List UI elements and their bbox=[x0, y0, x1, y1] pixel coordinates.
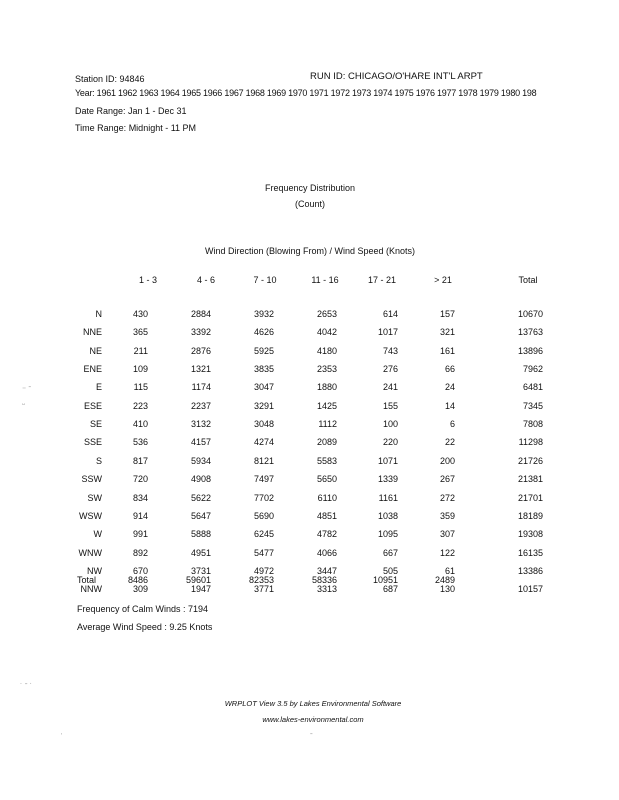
table-cell: 1425 bbox=[316, 400, 337, 411]
table-cell: 321 bbox=[439, 327, 455, 338]
scan-speck: ᵕ bbox=[22, 400, 26, 409]
table-cell: 4951 bbox=[190, 547, 211, 558]
scan-speck: ⁻ ˉ bbox=[22, 385, 32, 394]
table-cell: 122 bbox=[439, 547, 455, 558]
table-cell: 667 bbox=[382, 547, 398, 558]
table-cell: 1339 bbox=[377, 474, 398, 485]
table-cell: 3447 bbox=[316, 565, 337, 576]
table-cell: 7497 bbox=[253, 474, 274, 485]
report-title: Frequency Distribution bbox=[264, 183, 356, 193]
direction-label: ENE bbox=[83, 364, 102, 375]
table-cell: 3291 bbox=[253, 400, 274, 411]
table-cell: 7962 bbox=[522, 364, 543, 375]
run-id: RUN ID: CHICAGO/O'HARE INT'L ARPT bbox=[310, 71, 483, 82]
scan-speck: ˈ bbox=[60, 732, 63, 741]
table-cell: 11298 bbox=[518, 437, 543, 448]
table-cell: 1947 bbox=[190, 584, 211, 595]
table-cell: 3313 bbox=[316, 584, 337, 595]
table-cell: 892 bbox=[132, 547, 148, 558]
total-cell: 82353 bbox=[248, 575, 274, 585]
table-cell: 2876 bbox=[190, 345, 211, 356]
time-range: Time Range: Midnight - 11 PM bbox=[75, 123, 197, 133]
direction-label: WNW bbox=[78, 547, 102, 558]
table-cell: 66 bbox=[444, 364, 455, 375]
table-cell: 3132 bbox=[190, 419, 211, 430]
table-cell: 223 bbox=[132, 400, 148, 411]
table-cell: 130 bbox=[439, 584, 455, 595]
table-cell: 13763 bbox=[517, 327, 543, 338]
total-cell: 2489 bbox=[434, 575, 455, 585]
column-header: 7 - 10 bbox=[253, 275, 277, 285]
total-cell: 58336 bbox=[311, 575, 337, 585]
table-cell: 2353 bbox=[316, 364, 337, 375]
scan-speck: ˍ bbox=[310, 726, 313, 735]
table-cell: 157 bbox=[439, 309, 455, 319]
table-cell: 3047 bbox=[253, 382, 274, 393]
table-cell: 5925 bbox=[253, 345, 274, 356]
column-header: 1 - 3 bbox=[138, 275, 158, 285]
table-cell: 4157 bbox=[190, 437, 211, 448]
table-cell: 13386 bbox=[517, 565, 543, 576]
table-cell: 743 bbox=[382, 345, 398, 356]
table-cell: 505 bbox=[382, 565, 398, 576]
table-cell: 4782 bbox=[316, 529, 337, 540]
table-cell: 365 bbox=[132, 327, 148, 338]
table-cell: 2089 bbox=[316, 437, 337, 448]
table-cell: 18189 bbox=[517, 510, 543, 521]
table-cell: 115 bbox=[133, 382, 148, 393]
direction-label: W bbox=[93, 529, 102, 540]
table-cell: 241 bbox=[382, 382, 398, 393]
direction-label: WSW bbox=[79, 510, 102, 521]
table-cell: 3731 bbox=[190, 565, 211, 576]
table-cell: 670 bbox=[132, 565, 148, 576]
table-cell: 22 bbox=[444, 437, 455, 448]
table-cell: 4972 bbox=[253, 565, 274, 576]
table-cell: 1038 bbox=[377, 510, 398, 521]
year-list: Year: 1961 1962 1963 1964 1965 1966 1967 1968 1969 1970 1971 1972 1973 1974 1975 1976 1977 1978 1979 1980 198 bbox=[75, 88, 537, 98]
table-subtitle: Wind Direction (Blowing From) / Wind Speed (Knots) bbox=[204, 246, 416, 256]
table-cell: 309 bbox=[132, 584, 148, 595]
table-cell: 4908 bbox=[190, 474, 211, 485]
table-cell: 307 bbox=[439, 529, 455, 540]
table-cell: 7345 bbox=[522, 400, 543, 411]
table-cell: 1017 bbox=[377, 327, 398, 338]
table-cell: 4066 bbox=[316, 547, 337, 558]
table-cell: 720 bbox=[132, 474, 148, 485]
table-cell: 687 bbox=[382, 584, 398, 595]
table-cell: 267 bbox=[439, 474, 455, 485]
table-cell: 6 bbox=[449, 419, 455, 430]
table-cell: 3392 bbox=[190, 327, 211, 338]
table-cell: 359 bbox=[439, 510, 455, 521]
table-cell: 1071 bbox=[377, 455, 398, 466]
table-cell: 991 bbox=[132, 529, 148, 540]
table-cell: 5888 bbox=[190, 529, 211, 540]
table-cell: 220 bbox=[382, 437, 398, 448]
table-cell: 2653 bbox=[316, 309, 337, 319]
table-cell: 24 bbox=[444, 382, 455, 393]
table-cell: 5690 bbox=[253, 510, 274, 521]
total-cell: 8486 bbox=[127, 575, 148, 585]
column-header: 17 - 21 bbox=[367, 275, 397, 285]
direction-label: NNW bbox=[80, 584, 102, 595]
table-cell: 109 bbox=[132, 364, 148, 375]
column-header: Total bbox=[518, 275, 538, 285]
table-cell: 5647 bbox=[190, 510, 211, 521]
table-cell: 834 bbox=[132, 492, 148, 503]
direction-label: E bbox=[95, 382, 102, 393]
direction-label: SSE bbox=[83, 437, 102, 448]
column-header: 11 - 16 bbox=[311, 275, 339, 285]
table-cell: 276 bbox=[382, 364, 398, 375]
total-cell: 10951 bbox=[372, 575, 398, 585]
table-cell: 4042 bbox=[316, 327, 337, 338]
table-cell: 5934 bbox=[190, 455, 211, 466]
table-cell: 5583 bbox=[316, 455, 337, 466]
table-cell: 6110 bbox=[317, 492, 337, 503]
table-cell: 1880 bbox=[316, 382, 337, 393]
table-cell: 1321 bbox=[190, 364, 211, 375]
table-cell: 10157 bbox=[517, 584, 543, 595]
direction-label: SE bbox=[89, 419, 102, 430]
total-label: Total bbox=[77, 575, 97, 585]
table-cell: 1095 bbox=[377, 529, 398, 540]
station-id: Station ID: 94846 bbox=[75, 74, 145, 84]
table-cell: 817 bbox=[132, 455, 148, 466]
table-cell: 4274 bbox=[253, 437, 274, 448]
software-credit: WRPLOT View 3.5 by Lakes Environmental Software bbox=[224, 699, 402, 708]
calm-winds: Frequency of Calm Winds : 7194 bbox=[77, 604, 209, 614]
table-cell: 21701 bbox=[517, 492, 543, 503]
table-cell: 200 bbox=[439, 455, 455, 466]
table-cell: 272 bbox=[439, 492, 455, 503]
table-cell: 4626 bbox=[253, 327, 274, 338]
table-cell: 5622 bbox=[190, 492, 211, 503]
table-cell: 4180 bbox=[316, 345, 337, 356]
table-cell: 6481 bbox=[522, 382, 543, 393]
table-cell: 13896 bbox=[517, 345, 543, 356]
table-cell: 8121 bbox=[253, 455, 274, 466]
table-cell: 2884 bbox=[190, 309, 211, 319]
table-cell: 6245 bbox=[253, 529, 274, 540]
table-cell: 3771 bbox=[253, 584, 274, 595]
table-cell: 3932 bbox=[253, 309, 274, 319]
table-cell: 5650 bbox=[316, 474, 337, 485]
total-cell: 59601 bbox=[185, 575, 211, 585]
table-cell: 3048 bbox=[253, 419, 274, 430]
table-cell: 2237 bbox=[190, 400, 211, 411]
table-cell: 4851 bbox=[316, 510, 337, 521]
direction-label: NW bbox=[87, 565, 102, 576]
table-cell: 10670 bbox=[517, 309, 543, 319]
table-cell: 155 bbox=[382, 400, 398, 411]
direction-label: SW bbox=[87, 492, 102, 503]
table-cell: 7702 bbox=[253, 492, 274, 503]
direction-label: NE bbox=[89, 345, 102, 356]
direction-label: N bbox=[95, 309, 102, 319]
average-wind-speed: Average Wind Speed : 9.25 Knots bbox=[77, 622, 213, 632]
direction-label: NNE bbox=[82, 327, 102, 338]
table-cell: 21726 bbox=[517, 455, 543, 466]
software-url: www.lakes-environmental.com bbox=[262, 715, 364, 724]
column-header: > 21 bbox=[434, 275, 452, 285]
table-cell: 1161 bbox=[378, 492, 398, 503]
report-unit: (Count) bbox=[294, 199, 326, 209]
date-range: Date Range: Jan 1 - Dec 31 bbox=[75, 106, 187, 116]
table-cell: 21381 bbox=[517, 474, 543, 485]
table-cell: 614 bbox=[382, 309, 398, 319]
table-cell: 14 bbox=[444, 400, 455, 411]
table-cell: 3835 bbox=[253, 364, 274, 375]
table-cell: 211 bbox=[133, 345, 148, 356]
table-cell: 430 bbox=[132, 309, 148, 319]
table-cell: 1174 bbox=[191, 382, 211, 393]
table-cell: 19308 bbox=[517, 529, 543, 540]
table-cell: 161 bbox=[439, 345, 455, 356]
table-cell: 914 bbox=[132, 510, 148, 521]
direction-label: S bbox=[95, 455, 102, 466]
table-cell: 1112 bbox=[318, 419, 337, 430]
table-cell: 7808 bbox=[522, 419, 543, 430]
direction-label: SSW bbox=[81, 474, 102, 485]
direction-label: ESE bbox=[83, 400, 102, 411]
table-cell: 536 bbox=[132, 437, 148, 448]
scan-speck: ˙ ˉ ˙ bbox=[20, 682, 33, 691]
table-cell: 16135 bbox=[517, 547, 543, 558]
table-cell: 5477 bbox=[253, 547, 274, 558]
table-cell: 410 bbox=[132, 419, 148, 430]
table-cell: 61 bbox=[444, 565, 455, 576]
column-header: 4 - 6 bbox=[196, 275, 216, 285]
table-cell: 100 bbox=[382, 419, 398, 430]
